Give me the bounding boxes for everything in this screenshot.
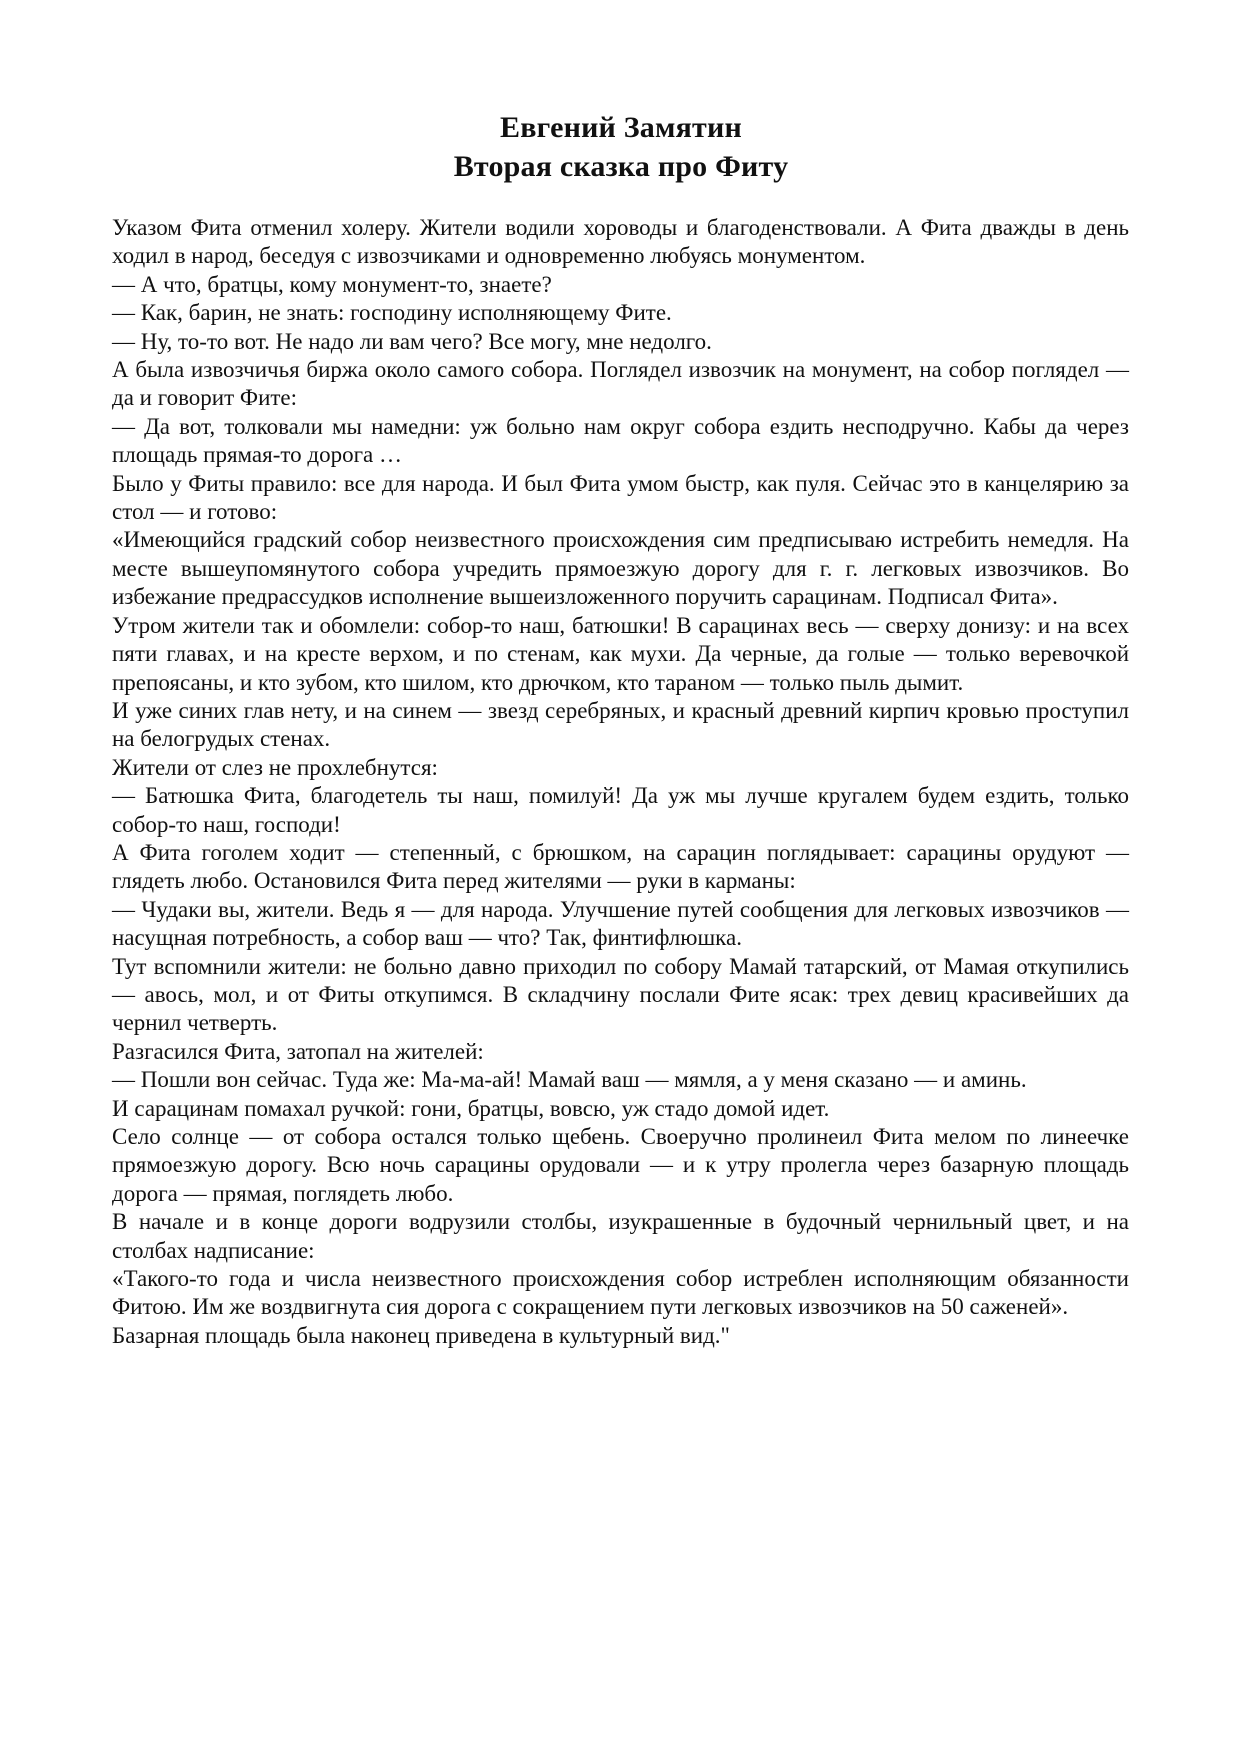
document-title: Вторая сказка про Фиту — [453, 150, 789, 183]
paragraph: — Чудаки вы, жители. Ведь я — для народа. Улучшение путей сообщения для легковых извозчиков — насущная потребность, а собор ваш — что? Так, финтифлюшка. — [112, 896, 1129, 951]
paragraph: — Пошли вон сейчас. Туда же: Ма-ма-ай! Мамай ваш — мямля, а у меня сказано — и аминь. — [112, 1067, 1027, 1093]
paragraph: — Ну, то-то вот. Не надо ли вам чего? Все могу, мне недолго. — [112, 328, 712, 354]
paragraph: В начале и в конце дороги водрузили столбы, изукрашенные в будочный чернильный цвет, и на столбах надписание: — [112, 1209, 1129, 1263]
paragraph: Указом Фита отменил холеру. Жители водили хороводы и благоденствовали. А Фита дважды в день ходил в народ, беседуя с извозчиками и одновременно любуясь монументом. — [112, 215, 1129, 269]
paragraph: Село солнце — от собора остался только щебень. Своеручно пролинеил Фита мелом по линеечке прямоезжую дорогу. Всю ночь сарацины орудовали — и к утру пролегла через базарную площадь дорога — прямая, поглядеть любо. — [112, 1124, 1129, 1206]
paragraph: И сарацинам помахал ручкой: гони, братцы, вовсю, уж стадо домой идет. — [112, 1095, 830, 1121]
paragraph: Базарная площадь была наконец приведена в культурный вид." — [112, 1322, 730, 1348]
paragraph: Утром жители так и обомлели: собор-то наш, батюшки! В сарацинах весь — сверху донизу: и на всех пяти главах, и на кресте верхом, и по стенам, как мухи. Да черные, да голые — только веревочкой препоясаны, и кто зубом, кто шилом, кто дрючком, кто тараном — только пыль дымит. — [112, 612, 1129, 695]
story-text — [112, 214, 1129, 1350]
author-name: Евгений Замятин — [500, 111, 742, 144]
paragraph: А была извозчичья биржа около самого собора. Поглядел извозчик на монумент, на собор поглядел — да и говорит Фите: — [112, 357, 1129, 411]
paragraph: «Имеющийся градский собор неизвестного происхождения сим предписываю истребить немедля. На месте вышеупомянутого собора учредить прямоезжую дорогу для г. г. легковых извозчиков. Во избежание предрассудков исполнение вышеизложенного поручить сарацинам. Подписал Фита». — [112, 527, 1129, 610]
paragraph: А Фита гоголем ходит — степенный, с брюшком, на сарацин поглядывает: сарацины орудуют — глядеть любо. Остановился Фита перед жителями — руки в карманы: — [112, 839, 1129, 894]
paragraph: — Батюшка Фита, благодетель ты наш, помилуй! Да уж мы лучше кругалем будем ездить, только собор-то наш, господи! — [112, 783, 1129, 837]
paragraph: Было у Фиты правило: все для народа. И был Фита умом быстр, как пуля. Сейчас это в канцелярию за стол — и готово: — [112, 470, 1129, 525]
paragraph: «Такого-то года и числа неизвестного происхождения собор истреблен исполняющим обязанности Фитою. Им же воздвигнута сия дорога с сокращением пути легковых извозчиков на 50 саженей». — [112, 1266, 1129, 1320]
paragraph: Тут вспомнили жители: не больно давно приходил по собору Мамай татарский, от Мамая откупились — авось, мол, и от Фиты откупимся. В складчину послали Фите ясак: трех девиц красивейших да чернил четверть. — [112, 953, 1129, 1036]
document-header — [0, 108, 1242, 186]
paragraph: Разгасился Фита, затопал на жителей: — [112, 1038, 484, 1064]
paragraph: Жители от слез не прохлебнутся: — [112, 754, 438, 780]
paragraph: — А что, братцы, кому монумент-то, знаете? — [112, 271, 552, 297]
paragraph: — Как, барин, не знать: господину исполняющему Фите. — [112, 300, 672, 326]
paragraph: — Да вот, толковали мы намедни: уж больно нам округ собора ездить несподручно. Кабы да через площадь прямая-то дорога … — [112, 413, 1129, 468]
paragraph: И уже синих глав нету, и на синем — звезд серебряных, и красный древний кирпич кровью проступил на белогрудых стенах. — [112, 697, 1129, 752]
